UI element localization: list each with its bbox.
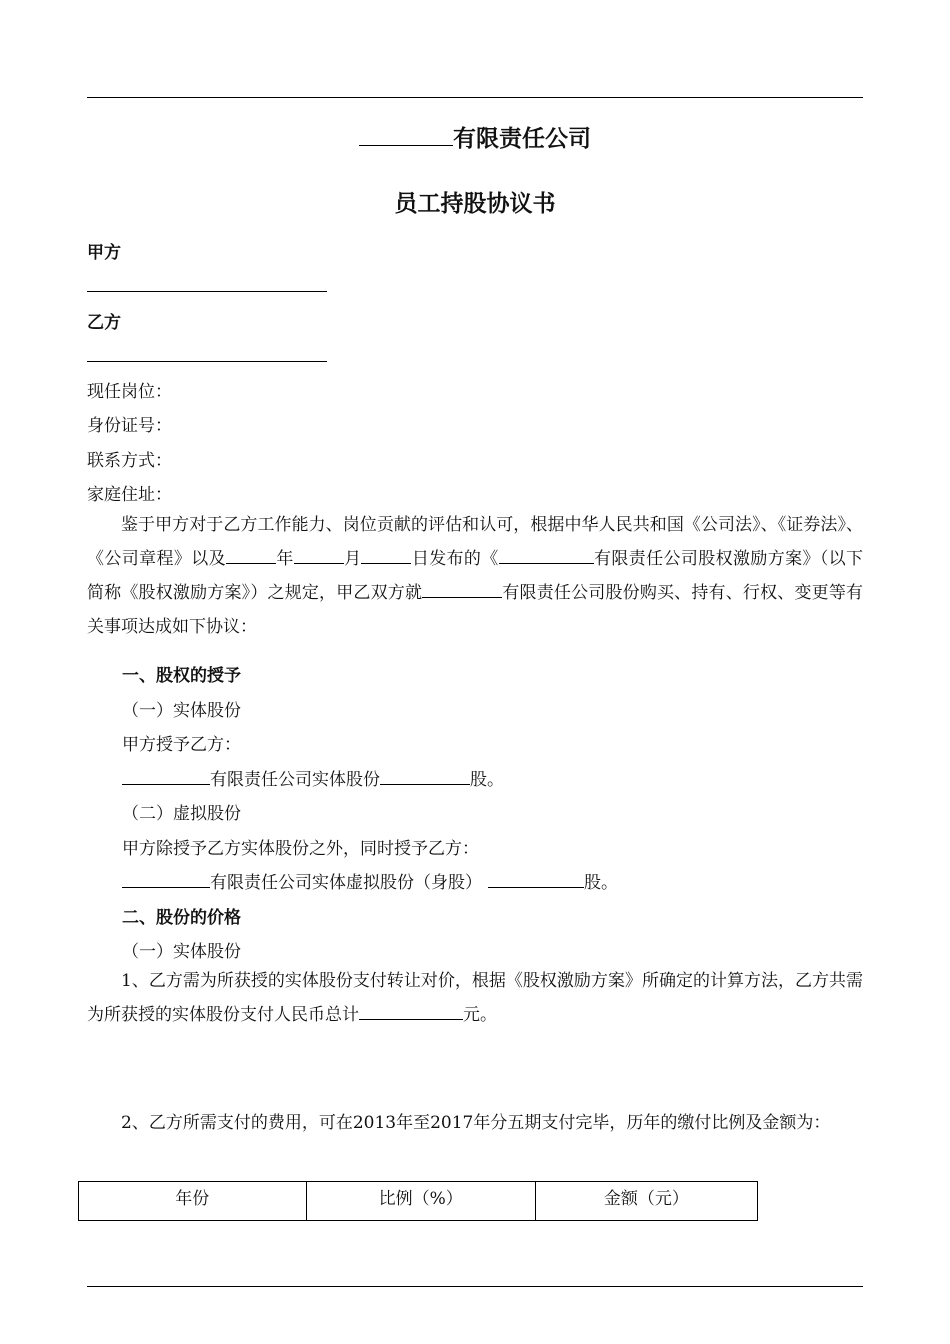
col-ratio: 比例（%） bbox=[306, 1182, 535, 1221]
preamble-paragraph bbox=[87, 508, 863, 644]
field-contact: 联系方式： bbox=[87, 451, 172, 471]
company-suffix: 有限责任公司 bbox=[453, 126, 591, 152]
month-label: 月 bbox=[343, 549, 362, 569]
party-b-blank[interactable] bbox=[87, 361, 327, 362]
day-blank[interactable] bbox=[361, 546, 411, 564]
section1-line2-text: 有限责任公司实体虚拟股份（身股） bbox=[210, 873, 482, 893]
day-label: 日发布的《 bbox=[411, 549, 499, 569]
section1-sub2: （二）虚拟股份 bbox=[122, 804, 241, 824]
section1-line2 bbox=[122, 868, 618, 893]
section1-heading: 一、股权的授予 bbox=[122, 666, 241, 686]
field-address: 家庭住址： bbox=[87, 485, 172, 505]
table-header-row bbox=[79, 1182, 758, 1221]
footer-rule bbox=[87, 1286, 863, 1287]
section2-heading: 二、股份的价格 bbox=[122, 908, 241, 928]
section2-item1-text: 1、乙方需为所获授的实体股份支付转让对价，根据《股权激励方案》所确定的计算方法，乙方共需为所获授的实体股份支付人民币总计 bbox=[87, 971, 863, 1025]
company-name-blank[interactable] bbox=[359, 122, 453, 146]
section1-company-blank-1[interactable] bbox=[122, 767, 210, 785]
document-title: 员工持股协议书 bbox=[394, 191, 556, 217]
payment-table bbox=[78, 1181, 758, 1221]
preamble-text-2: 有限责任公司股权激励方案》（以下简称《股权激励方案》）之规定，甲乙双方就 bbox=[87, 549, 864, 603]
section1-shares-blank-2[interactable] bbox=[488, 870, 584, 888]
preamble-text-1: 鉴于甲方对于乙方工作能力、岗位贡献的评估和认可，根据中华人民共和国《公司法》、《证券法》、《公司章程》以及 bbox=[87, 515, 863, 569]
section2-item1-end: 元。 bbox=[463, 1005, 497, 1025]
col-amount: 金额（元） bbox=[535, 1182, 757, 1221]
section1-line1-end: 股。 bbox=[470, 770, 504, 790]
section1-line2-end: 股。 bbox=[584, 873, 618, 893]
header-rule bbox=[87, 97, 863, 98]
section2-sub1: （一）实体股份 bbox=[122, 942, 241, 962]
party-a-blank[interactable] bbox=[87, 291, 327, 292]
preamble-text-3: 有限责任公司股份购买、持有、行权、变更等有关事项达成如下协议： bbox=[87, 583, 864, 637]
section1-company-blank-2[interactable] bbox=[122, 870, 210, 888]
company-blank-1[interactable] bbox=[499, 546, 594, 564]
section2-item2: 2、乙方所需支付的费用，可在2013年至2017年分五期支付完毕，历年的缴付比例及金额为： bbox=[121, 1113, 831, 1133]
section1-sub1: （一）实体股份 bbox=[122, 701, 241, 721]
section1-grant-a: 甲方授予乙方： bbox=[122, 735, 241, 755]
year-blank[interactable] bbox=[226, 546, 276, 564]
section1-shares-blank-1[interactable] bbox=[380, 767, 470, 785]
party-b-label: 乙方 bbox=[87, 313, 121, 333]
section2-item1 bbox=[87, 964, 863, 1032]
field-id-number: 身份证号： bbox=[87, 416, 172, 436]
month-blank[interactable] bbox=[294, 546, 344, 564]
field-position: 现任岗位： bbox=[87, 382, 172, 402]
year-label: 年 bbox=[275, 549, 294, 569]
section1-grant-b: 甲方除授予乙方实体股份之外，同时授予乙方： bbox=[122, 839, 479, 859]
col-year: 年份 bbox=[79, 1182, 307, 1221]
company-title bbox=[87, 120, 863, 153]
company-blank-2[interactable] bbox=[422, 580, 502, 598]
section1-line1 bbox=[122, 765, 504, 790]
party-a-label: 甲方 bbox=[87, 243, 121, 263]
section1-line1-text: 有限责任公司实体股份 bbox=[210, 770, 380, 790]
amount-blank[interactable] bbox=[359, 1002, 463, 1020]
